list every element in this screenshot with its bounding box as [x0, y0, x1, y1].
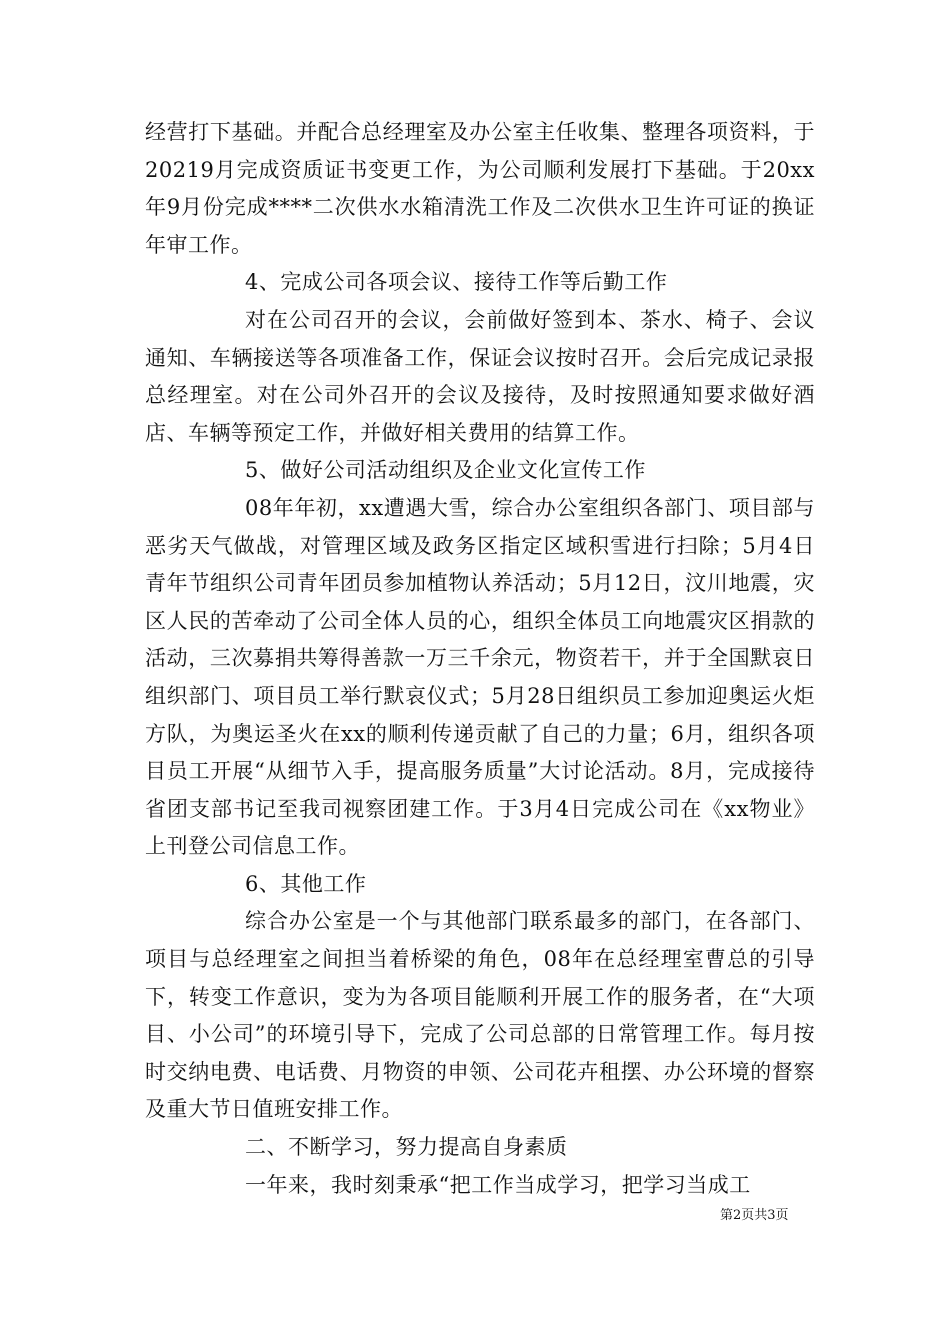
paragraph-qualification: 经营打下基础。并配合总经理室及办公室主任收集、整理各项资料，于20219月完成资质证书变更工作，为公司顺利发展打下基础。于20xx年9月份完成****二次供水水箱清洗工作及二次供水卫生许可证的换证年审工作。: [145, 120, 815, 257]
document-body: [145, 114, 815, 1204]
heading-activities: 5、做好公司活动组织及企业文化宣传工作: [245, 458, 646, 483]
paragraph-learning: 一年来，我时刻秉承“把工作当成学习，把学习当成工: [245, 1172, 751, 1197]
paragraph-activities: 08年年初，xx遭遇大雪，综合办公室组织各部门、项目部与恶劣天气做战，对管理区域及政务区指定区域积雪进行扫除；5月4日青年节组织公司青年团员参加植物认养活动；5月12日，汶川地震，灾区人民的苦牵动了公司全体人员的心，组织全体员工向地震灾区捐款的活动，三次募捐共筹得善款一万三千余元，物资若干，并于全国默哀日组织部门、项目员工举行默哀仪式；5月28日组织员工参加迎奥运火炬方队，为奥运圣火在xx的顺利传递贡献了自己的力量；6月，组织各项目员工开展“从细节入手，提高服务质量”大讨论活动。8月，完成接待省团支部书记至我司视察团建工作。于3月4日完成公司在《xx物业》上刊登公司信息工作。: [145, 495, 815, 859]
heading-learning: 二、不断学习，努力提高自身素质: [245, 1135, 568, 1160]
page-number: 第2页共3页: [720, 1208, 789, 1223]
heading-other-work: 6、其他工作: [245, 871, 367, 896]
heading-meetings: 4、完成公司各项会议、接待工作等后勤工作: [245, 270, 668, 295]
paragraph-other-work: 综合办公室是一个与其他部门联系最多的部门，在各部门、项目与总经理室之间担当着桥梁的角色，08年在总经理室曹总的引导下，转变工作意识，变为为各项目能顺利开展工作的服务者，在“大项目、小公司”的环境引导下，完成了公司总部的日常管理工作。每月按时交纳电费、电话费、月物资的申领、公司花卉租摆、办公环境的督察及重大节日值班安排工作。: [145, 909, 815, 1122]
paragraph-meetings: 对在公司召开的会议，会前做好签到本、茶水、椅子、会议通知、车辆接送等各项准备工作，保证会议按时召开。会后完成记录报总经理室。对在公司外召开的会议及接待，及时按照通知要求做好酒店、车辆等预定工作，并做好相关费用的结算工作。: [145, 307, 815, 445]
